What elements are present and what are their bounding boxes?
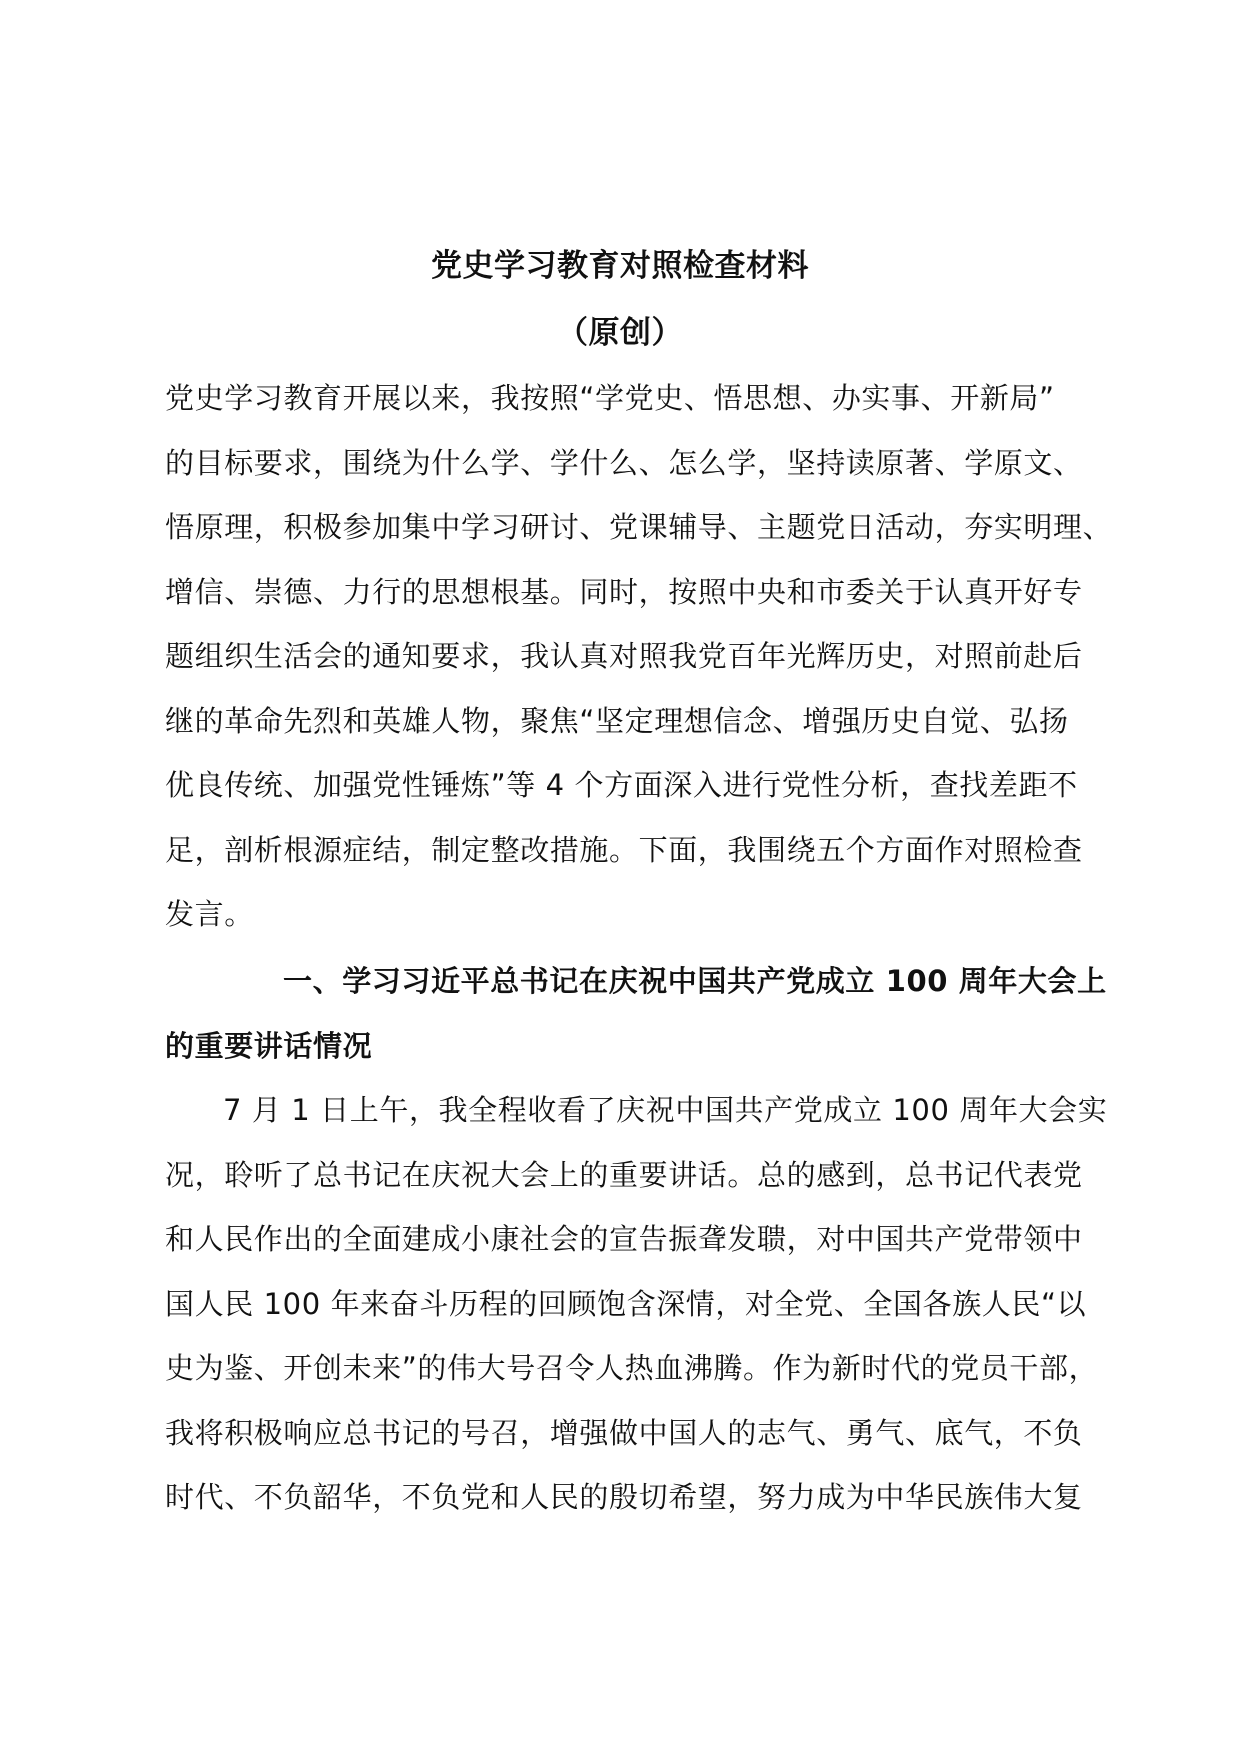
intro-line: 党史学习教育开展以来，我按照“学党史、悟思想、办实事、开新局”	[165, 381, 1055, 415]
document-subtitle: （原创）	[557, 315, 683, 351]
section-paragraph	[165, 1078, 1125, 1530]
section-line: 史为鉴、开创未来”的伟大号召令人热血沸腾。作为新时代的党员干部，	[165, 1351, 1099, 1385]
intro-line: 题组织生活会的通知要求，我认真对照我党百年光辉历史，对照前赴后	[165, 639, 1083, 673]
intro-line: 继的革命先烈和英雄人物，聚焦“坚定理想信念、增强历史自觉、弘扬	[165, 703, 1069, 738]
intro-line: 发言。	[165, 897, 254, 931]
intro-paragraph	[165, 366, 1125, 947]
section-line: 时代、不负韶华，不负党和人民的殷切希望，努力成为中华民族伟大复	[165, 1480, 1083, 1514]
section-line: 国人民 100 年来奋斗历程的回顾饱含深情，对全党、全国各族人民“以	[165, 1286, 1087, 1321]
section-line: 和人民作出的全面建成小康社会的宣告振聋发聩，对中国共产党带领中	[165, 1222, 1083, 1256]
section-line: 我将积极响应总书记的号召，增强做中国人的志气、勇气、底气，不负	[165, 1415, 1083, 1450]
section-line: 况，聆听了总书记在庆祝大会上的重要讲话。总的感到，总书记代表党	[165, 1157, 1083, 1192]
document-title: 党史学习教育对照检查材料	[431, 248, 809, 284]
section-heading-line: 的重要讲话情况	[165, 1028, 373, 1063]
section-heading-line: 一、学习习近平总书记在庆祝中国共产党成立 100 周年大会上	[283, 964, 1107, 998]
intro-line: 优良传统、加强党性锤炼”等 4 个方面深入进行党性分析，查找差距不	[165, 768, 1078, 802]
intro-line: 悟原理，积极参加集中学习研讨、党课辅导、主题党日活动，夯实明理、	[165, 510, 1113, 544]
section-line: 7 月 1 日上午，我全程收看了庆祝中国共产党成立 100 周年大会实	[223, 1093, 1108, 1127]
section-heading	[165, 949, 1125, 1078]
intro-line: 的目标要求，围绕为什么学、学什么、怎么学，坚持读原著、学原文、	[165, 445, 1083, 480]
intro-line: 足，剖析根源症结，制定整改措施。下面，我围绕五个方面作对照检查	[165, 832, 1083, 867]
intro-line: 增信、崇德、力行的思想根基。同时，按照中央和市委关于认真开好专	[165, 574, 1083, 609]
